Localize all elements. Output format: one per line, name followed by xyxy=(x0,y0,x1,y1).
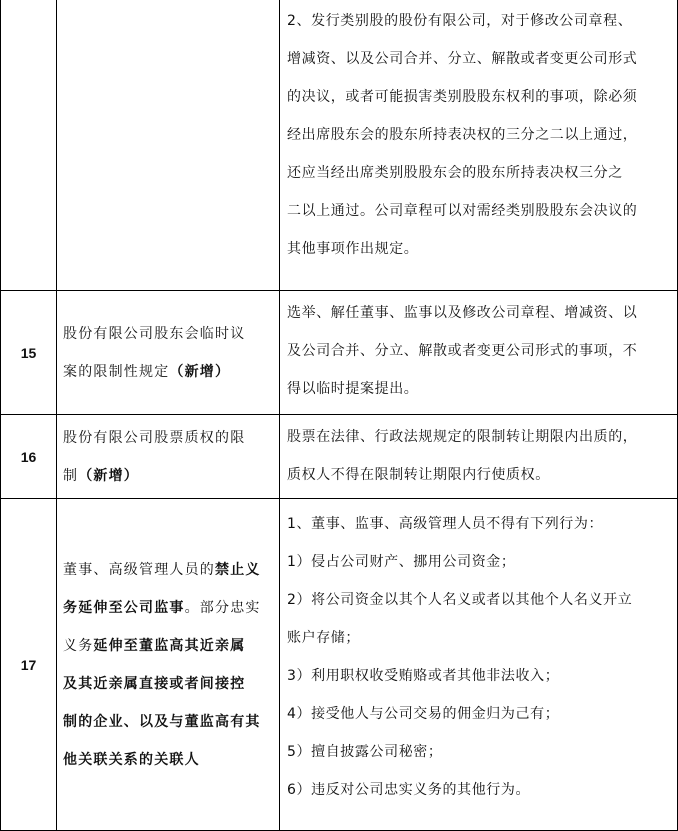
content-line: 其他事项作出规定。 xyxy=(287,241,419,257)
content-line: 质权人不得在限制转让期限内行使质权。 xyxy=(287,467,550,483)
content-line: 5）擅自披露公司秘密； xyxy=(287,744,443,760)
content-line: 增减资、以及公司合并、分立、解散或者变更公司形式 xyxy=(287,51,638,67)
content-line: 2）将公司资金以其个人名义或者以其他个人名义开立 xyxy=(287,592,633,608)
content-line: 3）利用职权收受贿赂或者其他非法收入； xyxy=(287,668,560,684)
subject-line: 制的企业、以及与董监高有其 xyxy=(63,713,261,730)
row-content xyxy=(280,294,678,408)
content-line: 选举、解任董事、监事以及修改公司章程、增减资、以 xyxy=(287,305,638,321)
table-row xyxy=(0,291,678,414)
row-content xyxy=(280,2,678,268)
content-line: 2、发行类别股的股份有限公司，对于修改公司章程、 xyxy=(287,13,633,29)
subject-line: 及其近亲属直接或者间接控 xyxy=(63,675,246,692)
table-row xyxy=(0,0,678,290)
row-subject xyxy=(57,499,279,830)
content-line: 得以临时提案提出。 xyxy=(287,381,419,397)
content-line: 的决议，或者可能损害类别股股东权利的事项，除必须 xyxy=(287,89,638,105)
content-line: 1）侵占公司财产、挪用公司资金； xyxy=(287,554,516,570)
content-line: 经出席股东会的股东所持表决权的三分之二以上通过， xyxy=(287,127,638,143)
row-subject xyxy=(57,291,279,414)
subject-line: 股份有限公司股东会临时议 xyxy=(63,325,246,342)
subject-line: 制（新增） xyxy=(63,467,140,484)
subject-line: 案的限制性规定（新增） xyxy=(63,363,231,380)
content-line: 1、董事、监事、高级管理人员不得有下列行为： xyxy=(287,516,604,532)
table-row xyxy=(0,415,678,498)
content-line: 6）违反对公司忠实义务的其他行为。 xyxy=(287,782,531,798)
row-number: 16 xyxy=(20,448,37,465)
subject-line: 他关联关系的关联人 xyxy=(63,751,200,768)
subject-line: 义务延伸至董监高其近亲属 xyxy=(63,637,246,654)
content-line: 账户存储； xyxy=(287,630,360,646)
subject-line: 董事、高级管理人员的禁止义 xyxy=(63,561,261,578)
table-row xyxy=(0,499,678,830)
subject-line: 股份有限公司股票质权的限 xyxy=(63,429,246,446)
subject-line: 务延伸至公司监事。部分忠实 xyxy=(63,599,261,616)
content-line: 还应当经出席类别股股东会的股东所持表决权三分之 xyxy=(287,165,623,181)
row-content xyxy=(280,418,678,494)
row-content xyxy=(280,505,678,809)
row-number: 15 xyxy=(20,344,37,361)
row-subject xyxy=(57,415,279,498)
row-number: 17 xyxy=(20,656,37,673)
content-line: 4）接受他人与公司交易的佣金归为己有； xyxy=(287,706,560,722)
content-line: 二以上通过。公司章程可以对需经类别股股东会决议的 xyxy=(287,203,638,219)
content-line: 股票在法律、行政法规规定的限制转让期限内出质的， xyxy=(287,429,638,445)
content-line: 及公司合并、分立、解散或者变更公司形式的事项，不 xyxy=(287,343,638,359)
